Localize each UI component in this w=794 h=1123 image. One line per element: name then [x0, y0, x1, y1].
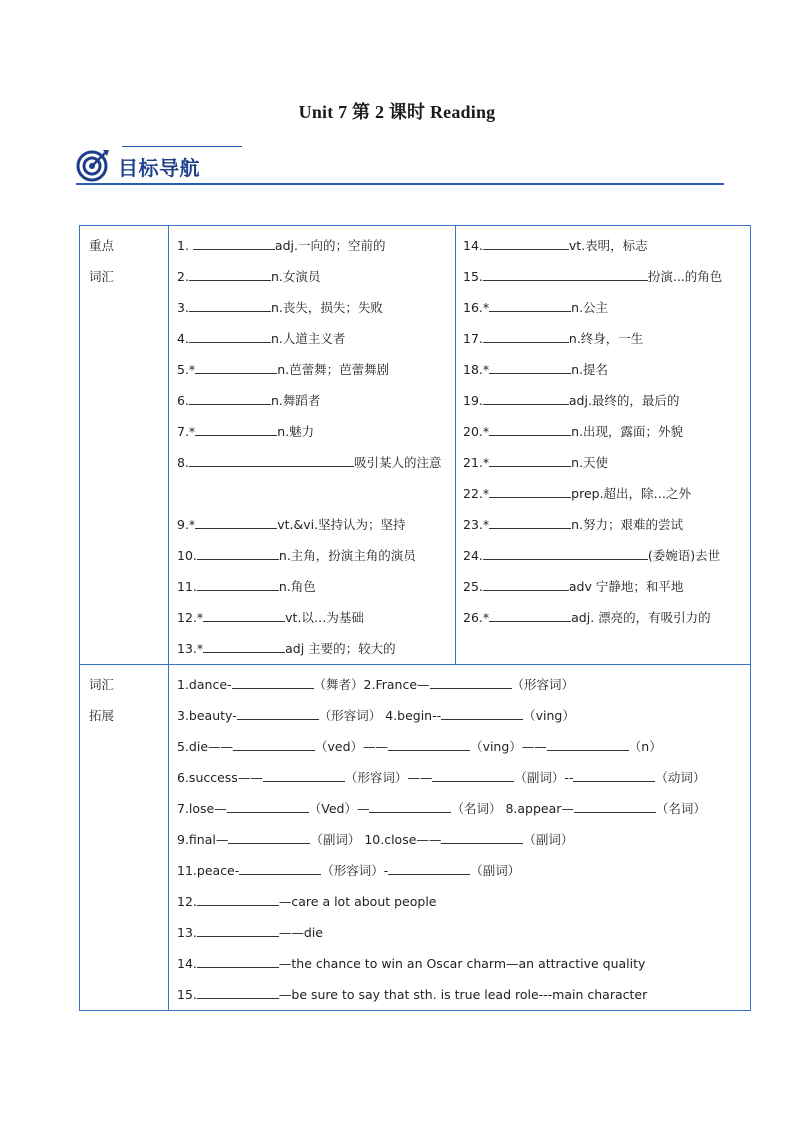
key-vocab-head-line2: 词汇 — [89, 269, 115, 284]
vocab-item: 23.* n.努力；艰难的尝试 — [463, 509, 750, 540]
answer-blank[interactable] — [203, 637, 285, 653]
answer-blank[interactable] — [189, 296, 271, 312]
vocab-item: 25. adv 宁静地；和平地 — [463, 571, 750, 602]
answer-blank[interactable] — [189, 451, 354, 467]
vocab-item: 16.* n.公主 — [463, 292, 750, 323]
answer-blank[interactable] — [574, 797, 656, 813]
key-vocab-head-line1: 重点 — [89, 238, 115, 253]
vocab-item: 13.* adj 主要的；较大的 — [177, 633, 455, 664]
vocab-item: 9.* vt.&vi.坚持认为；坚持 — [177, 509, 455, 540]
answer-blank[interactable] — [483, 389, 569, 405]
answer-blank[interactable] — [227, 797, 309, 813]
answer-blank[interactable] — [441, 828, 523, 844]
answer-blank[interactable] — [489, 606, 571, 622]
answer-blank[interactable] — [430, 673, 512, 689]
answer-blank[interactable] — [483, 265, 648, 281]
ext-item: 15. —be sure to say that sth. is true lead role---main character — [177, 979, 750, 1010]
ext-item: 1.dance- （舞者）2.France— （形容词） — [177, 669, 750, 700]
answer-blank[interactable] — [441, 704, 523, 720]
answer-blank[interactable] — [239, 859, 321, 875]
answer-blank[interactable] — [483, 575, 569, 591]
vocab-item: 22.* prep.超出，除…之外 — [463, 478, 750, 509]
vocab-item: 20.* n.出现，露面；外貌 — [463, 416, 750, 447]
vocab-item: 8. 吸引某人的注意 — [177, 447, 449, 509]
vocab-ext-head-line2: 拓展 — [89, 708, 115, 723]
answer-blank[interactable] — [237, 704, 319, 720]
answer-blank[interactable] — [388, 735, 470, 751]
vocab-item: 18.* n.提名 — [463, 354, 750, 385]
answer-blank[interactable] — [489, 451, 571, 467]
answer-blank[interactable] — [197, 575, 279, 591]
vocab-item: 26.* adj. 漂亮的，有吸引力的 — [463, 602, 750, 633]
vocab-item: 19. adj.最终的，最后的 — [463, 385, 750, 416]
answer-blank[interactable] — [547, 735, 629, 751]
key-vocab-row — [80, 226, 751, 665]
answer-blank[interactable] — [388, 859, 470, 875]
section-banner — [76, 146, 724, 188]
answer-blank[interactable] — [489, 358, 571, 374]
answer-blank[interactable] — [197, 952, 279, 968]
ext-item: 6.success—— （形容词）—— （副词）-- （动词） — [177, 762, 750, 793]
answer-blank[interactable] — [483, 234, 569, 250]
answer-blank[interactable] — [489, 482, 571, 498]
answer-blank[interactable] — [232, 673, 314, 689]
vocab-item: 15. 扮演...的角色 — [463, 261, 750, 292]
answer-blank[interactable] — [432, 766, 514, 782]
ext-item: 14. —the chance to win an Oscar charm—an attractive quality — [177, 948, 750, 979]
answer-blank[interactable] — [189, 327, 271, 343]
answer-blank[interactable] — [195, 420, 277, 436]
ext-item: 9.final— （副词） 10.close—— （副词） — [177, 824, 750, 855]
vocab-item: 3. n.丧失，损失；失败 — [177, 292, 455, 323]
ext-item: 5.die—— （ved）—— （ving）—— （n） — [177, 731, 750, 762]
vocab-item: 7.* n.魅力 — [177, 416, 455, 447]
vocab-item: 12.* vt.以…为基础 — [177, 602, 455, 633]
vocab-item: 21.* n.天使 — [463, 447, 750, 478]
answer-blank[interactable] — [228, 828, 310, 844]
left-vocab-column — [169, 226, 456, 665]
ext-item: 12. —care a lot about people — [177, 886, 750, 917]
vocab-item: 5.* n.芭蕾舞；芭蕾舞剧 — [177, 354, 455, 385]
right-vocab-column — [456, 226, 751, 665]
ext-item: 13. ——die — [177, 917, 750, 948]
key-vocab-head — [80, 226, 169, 665]
answer-blank[interactable] — [483, 327, 569, 343]
vocab-item: 24. (委婉语)去世 — [463, 540, 750, 571]
banner-top-rule — [122, 146, 242, 147]
answer-blank[interactable] — [573, 766, 655, 782]
vocab-ext-head-line1: 词汇 — [89, 677, 115, 692]
answer-blank[interactable] — [197, 921, 279, 937]
ext-item: 3.beauty- （形容词） 4.begin-- （ving） — [177, 700, 750, 731]
answer-blank[interactable] — [189, 389, 271, 405]
vocab-ext-head — [80, 665, 169, 1011]
vocab-table — [79, 225, 751, 1011]
answer-blank[interactable] — [193, 234, 275, 250]
banner-label: 目标导航 — [118, 156, 200, 180]
answer-blank[interactable] — [369, 797, 451, 813]
answer-blank[interactable] — [263, 766, 345, 782]
answer-blank[interactable] — [233, 735, 315, 751]
answer-blank[interactable] — [195, 358, 277, 374]
answer-blank[interactable] — [197, 890, 279, 906]
ext-item: 7.lose— （Ved）— （名词） 8.appear— （名词） — [177, 793, 750, 824]
vocab-item: 10. n.主角，扮演主角的演员 — [177, 540, 455, 571]
answer-blank[interactable] — [197, 544, 279, 560]
answer-blank[interactable] — [483, 544, 648, 560]
vocab-item: 14. vt.表明，标志 — [463, 230, 750, 261]
vocab-item: 2. n.女演员 — [177, 261, 455, 292]
answer-blank[interactable] — [197, 983, 279, 999]
vocab-item: 1. adj.一向的；空前的 — [177, 230, 455, 261]
vocab-item: 4. n.人道主义者 — [177, 323, 455, 354]
answer-blank[interactable] — [189, 265, 271, 281]
page-title: Unit 7 第 2 课时 Reading — [298, 102, 496, 122]
answer-blank[interactable] — [489, 420, 571, 436]
ext-item: 11.peace- （形容词）- （副词） — [177, 855, 750, 886]
answer-blank[interactable] — [195, 513, 277, 529]
banner-bottom-rule — [76, 183, 724, 185]
vocab-item: 11. n.角色 — [177, 571, 455, 602]
vocab-ext-row — [80, 665, 751, 1011]
answer-blank[interactable] — [203, 606, 285, 622]
vocab-ext-content — [169, 665, 751, 1011]
answer-blank[interactable] — [489, 513, 571, 529]
vocab-item: 17. n.终身，一生 — [463, 323, 750, 354]
vocab-item: 6. n.舞蹈者 — [177, 385, 455, 416]
answer-blank[interactable] — [489, 296, 571, 312]
target-icon — [76, 148, 110, 182]
